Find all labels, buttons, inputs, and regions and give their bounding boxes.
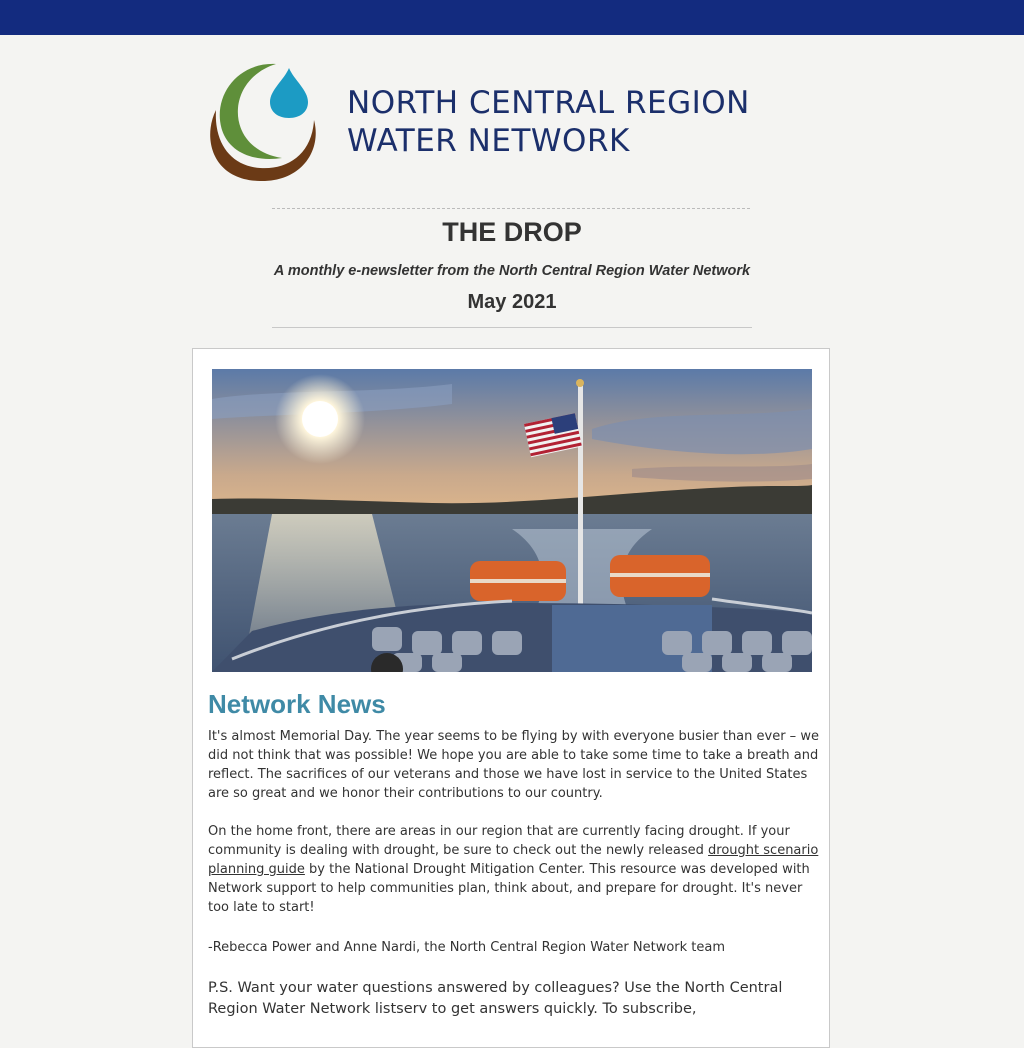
logo-line-1: NORTH CENTRAL REGION bbox=[347, 85, 750, 121]
water-drop-crescent-logo-icon bbox=[202, 58, 327, 186]
newsletter-content-card bbox=[192, 348, 830, 1048]
logo-wordmark bbox=[347, 84, 750, 160]
drought-scenario-planning-guide-link[interactable]: drought scenario planning guide bbox=[208, 843, 819, 877]
network-logo[interactable] bbox=[202, 58, 822, 188]
article-signoff: -Rebecca Power and Anne Nardi, the North Central Region Water Network team bbox=[208, 940, 726, 955]
newsletter-title: THE DROP bbox=[442, 217, 582, 247]
article-postscript: P.S. Want your water questions answered by colleagues? Use the North Central Region Water Network listserv to get answers quickly. To subscribe, bbox=[208, 980, 783, 1017]
solid-divider bbox=[272, 327, 752, 328]
paragraph-2-text-end: by the National Drought Mitigation Center. This resource was developed with Network support to help communities plan, think about, and prepare for drought. It's never too late to start! bbox=[208, 862, 810, 915]
top-banner-bar bbox=[0, 0, 1024, 35]
article-paragraph-1: It's almost Memorial Day. The year seems to be flying by with everyone busier than ever – we did not think that was possible! We hope you are able to take some time to take a breath and reflect. The sacrifices of our veterans and those we have lost in service to the United States are so great and we honor their contributions to our country. bbox=[208, 729, 819, 801]
boat-flag-sunset-photo bbox=[212, 369, 812, 672]
section-heading-network-news: Network News bbox=[208, 689, 386, 719]
article-paragraph-2 bbox=[208, 822, 820, 917]
newsletter-subtitle: A monthly e-newsletter from the North Central Region Water Network bbox=[273, 263, 751, 279]
paragraph-2-text-start: On the home front, there are areas in our region that are currently facing drought. If your community is dealing with drought, be sure to check out the newly released bbox=[208, 824, 790, 858]
issue-date: May 2021 bbox=[467, 291, 557, 313]
dashed-divider bbox=[272, 208, 750, 209]
logo-line-2: WATER NETWORK bbox=[347, 123, 630, 159]
